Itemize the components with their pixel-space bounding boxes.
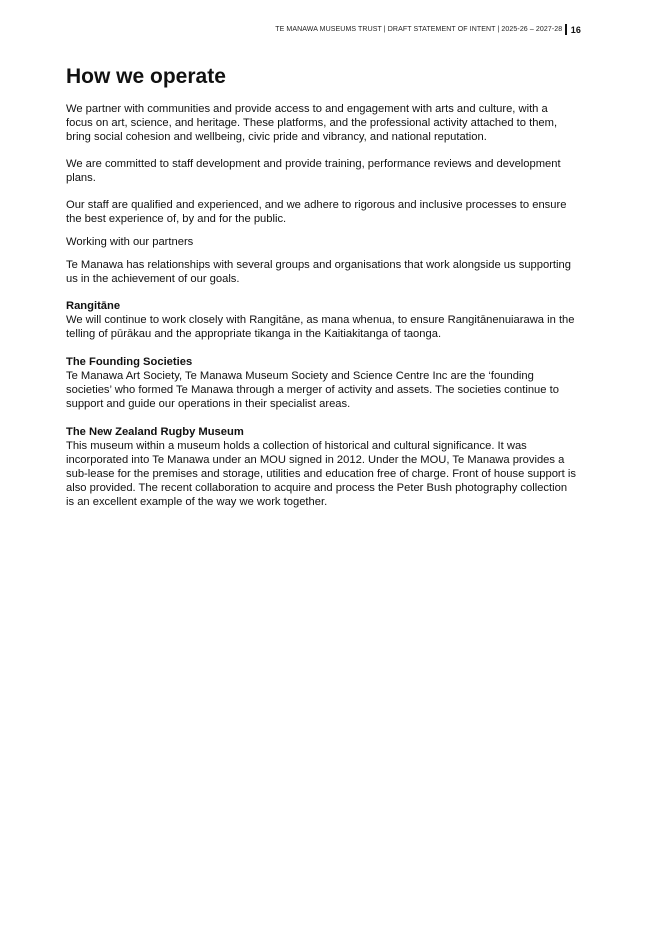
intro-paragraph-5: Te Manawa has relationships with several groups and organisations that work alongside us supporting us in the achievement of our goals. <box>66 259 571 286</box>
running-header <box>275 24 581 35</box>
page-content <box>66 64 576 523</box>
intro-paragraph-3: Our staff are qualified and experienced, and we adhere to rigorous and inclusive processes to ensure the best experience of, by and for the public. <box>66 199 567 226</box>
section-rangitane <box>66 299 576 341</box>
section-founding-societies <box>66 355 576 411</box>
section-body: This museum within a museum holds a collection of historical and cultural significance. It was incorporated into Te Manawa under an MOU signed in 2012. Under the MOU, Te Manawa provides a sub-lease for the premises and storage, utilities and education free of charge. Front of house support is also provided. The recent collaboration to acquire and process the Peter Bush photography collection is an excellent example of the way we work together. <box>66 440 576 509</box>
partners-subheading: Working with our partners <box>66 236 194 249</box>
page-title: How we operate <box>66 65 226 88</box>
section-heading: The Founding Societies <box>66 356 193 369</box>
header-divider <box>565 24 567 35</box>
intro-paragraph-1: We partner with communities and provide access to and engagement with arts and culture, with a focus on art, science, and heritage. These platforms, and the professional activity attached to them, bring social cohesion and wellbeing, civic pride and vibrancy, and national reputation. <box>66 103 558 144</box>
section-body: We will continue to work closely with Rangitāne, as mana whenua, to ensure Rangitānenuiarawa in the telling of pūrākau and the appropriate tikanga in the Kaitiakitanga of taonga. <box>66 314 575 341</box>
section-body: Te Manawa Art Society, Te Manawa Museum Society and Science Centre Inc are the ‘founding societies’ who formed Te Manawa through a merger of activity and assets. The societies continue to support and guide our operations in their specialist areas. <box>66 370 559 411</box>
section-rugby-museum <box>66 425 576 509</box>
intro-paragraph-2: We are committed to staff development and provide training, performance reviews and development plans. <box>66 158 561 185</box>
section-heading: Rangitāne <box>66 300 121 313</box>
section-heading: The New Zealand Rugby Museum <box>66 426 244 439</box>
page-number: 16 <box>570 24 581 35</box>
running-title: TE MANAWA MUSEUMS TRUST | DRAFT STATEMENT OF INTENT | 2025-26 – 2027-28 <box>275 26 563 33</box>
